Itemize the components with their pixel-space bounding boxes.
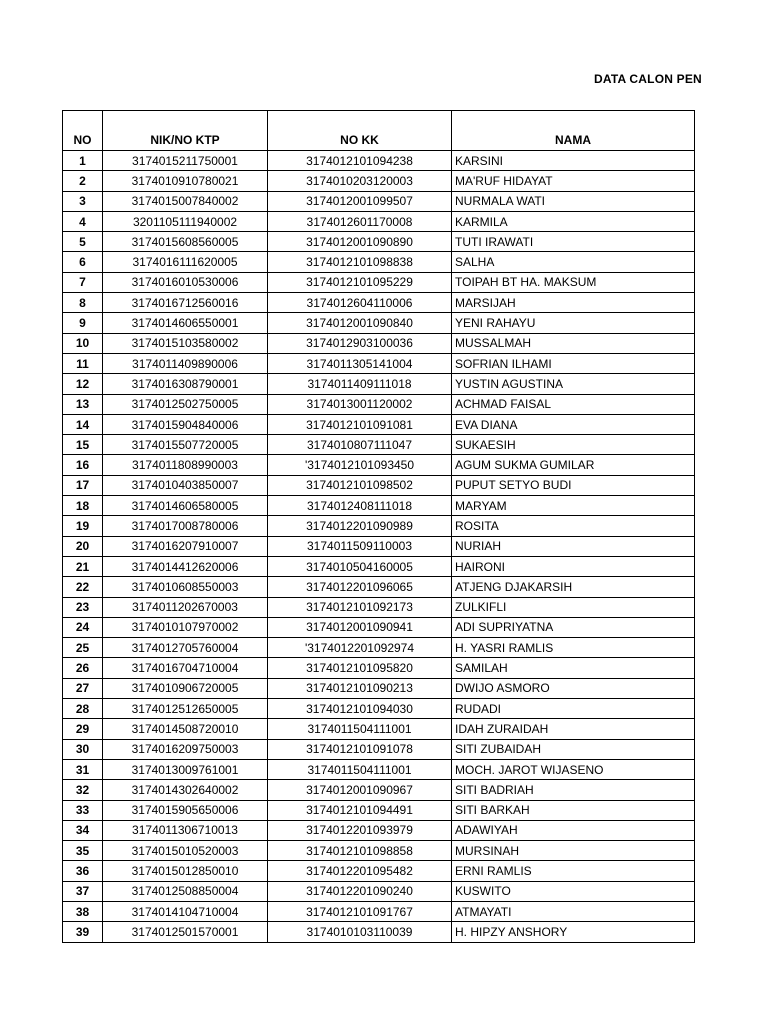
data-table xyxy=(62,110,695,943)
header-nama: NAMA xyxy=(452,111,695,151)
cell-nama: NURIAH xyxy=(452,536,695,556)
cell-no: 4 xyxy=(63,211,103,231)
table-row xyxy=(63,780,695,800)
cell-nik: 3174012705760004 xyxy=(103,638,268,658)
cell-kk: 3174012001090967 xyxy=(268,780,452,800)
cell-kk: 3174010504160005 xyxy=(268,556,452,576)
table-row xyxy=(63,922,695,942)
cell-nama: IDAH ZURAIDAH xyxy=(452,719,695,739)
table-row xyxy=(63,820,695,840)
document-title: DATA CALON PEN xyxy=(594,72,702,86)
table-row xyxy=(63,861,695,881)
cell-kk: 3174011509110003 xyxy=(268,536,452,556)
table-row xyxy=(63,597,695,617)
table-row xyxy=(63,455,695,475)
cell-nik: 3174015211750001 xyxy=(103,151,268,171)
cell-kk: 3174010807111047 xyxy=(268,435,452,455)
table-row xyxy=(63,617,695,637)
cell-no: 9 xyxy=(63,313,103,333)
cell-no: 2 xyxy=(63,171,103,191)
cell-no: 20 xyxy=(63,536,103,556)
cell-nama: ATJENG DJAKARSIH xyxy=(452,577,695,597)
cell-nama: ADAWIYAH xyxy=(452,820,695,840)
cell-no: 36 xyxy=(63,861,103,881)
cell-kk: 3174012201090240 xyxy=(268,881,452,901)
cell-no: 16 xyxy=(63,455,103,475)
table-row xyxy=(63,191,695,211)
cell-nik: 3174015010520003 xyxy=(103,841,268,861)
cell-nama: SITI BADRIAH xyxy=(452,780,695,800)
cell-no: 11 xyxy=(63,353,103,373)
cell-kk: 3174010203120003 xyxy=(268,171,452,191)
cell-kk: 3174012101090213 xyxy=(268,678,452,698)
cell-kk: 3174012101091081 xyxy=(268,414,452,434)
cell-no: 1 xyxy=(63,151,103,171)
cell-nik: 3174011409890006 xyxy=(103,353,268,373)
cell-no: 25 xyxy=(63,638,103,658)
cell-nama: YENI RAHAYU xyxy=(452,313,695,333)
table-row xyxy=(63,151,695,171)
cell-nik: 3174010608550003 xyxy=(103,577,268,597)
table-row xyxy=(63,394,695,414)
cell-nama: MARSIJAH xyxy=(452,293,695,313)
cell-nik: 3174016207910007 xyxy=(103,536,268,556)
header-row xyxy=(63,111,695,151)
cell-nama: ADI SUPRIYATNA xyxy=(452,617,695,637)
cell-nik: 3174014412620006 xyxy=(103,556,268,576)
cell-kk: 3174012101098838 xyxy=(268,252,452,272)
cell-kk: 3174012101092173 xyxy=(268,597,452,617)
cell-nik: 3174012512650005 xyxy=(103,699,268,719)
table-row xyxy=(63,272,695,292)
table-row xyxy=(63,881,695,901)
cell-no: 22 xyxy=(63,577,103,597)
table-row xyxy=(63,901,695,921)
cell-nik: 3174015904840006 xyxy=(103,414,268,434)
cell-nik: 3174015012850010 xyxy=(103,861,268,881)
cell-nik: 3174010906720005 xyxy=(103,678,268,698)
cell-nik: 3174011306710013 xyxy=(103,820,268,840)
table-row xyxy=(63,719,695,739)
table-row xyxy=(63,333,695,353)
cell-nama: MA'RUF HIDAYAT xyxy=(452,171,695,191)
table-row xyxy=(63,414,695,434)
cell-nama: SITI BARKAH xyxy=(452,800,695,820)
cell-nik: 3174014606580005 xyxy=(103,496,268,516)
cell-kk: 3174010103110039 xyxy=(268,922,452,942)
table-row xyxy=(63,171,695,191)
table-row xyxy=(63,232,695,252)
cell-nik: 3174014104710004 xyxy=(103,901,268,921)
cell-kk: 3174011504111001 xyxy=(268,719,452,739)
cell-kk: 3174011305141004 xyxy=(268,353,452,373)
cell-kk: 3174012201096065 xyxy=(268,577,452,597)
cell-nama: TUTI IRAWATI xyxy=(452,232,695,252)
cell-nik: 3174015608560005 xyxy=(103,232,268,252)
cell-nik: 3174010107970002 xyxy=(103,617,268,637)
cell-nik: 3174015007840002 xyxy=(103,191,268,211)
cell-nama: MURSINAH xyxy=(452,841,695,861)
table-row xyxy=(63,313,695,333)
cell-nik: 3174016712560016 xyxy=(103,293,268,313)
cell-kk: 3174012604110006 xyxy=(268,293,452,313)
cell-nama: ZULKIFLI xyxy=(452,597,695,617)
cell-no: 5 xyxy=(63,232,103,252)
cell-kk: 3174012001090890 xyxy=(268,232,452,252)
cell-no: 35 xyxy=(63,841,103,861)
cell-nama: NURMALA WATI xyxy=(452,191,695,211)
cell-kk: 3174011409111018 xyxy=(268,374,452,394)
table-row xyxy=(63,800,695,820)
cell-nik: 3174012502750005 xyxy=(103,394,268,414)
table-row xyxy=(63,435,695,455)
cell-nik: 3174016308790001 xyxy=(103,374,268,394)
cell-nik: 3174014606550001 xyxy=(103,313,268,333)
table-row xyxy=(63,841,695,861)
cell-kk: 3174012001090840 xyxy=(268,313,452,333)
cell-nik: 3174017008780006 xyxy=(103,516,268,536)
cell-kk: '3174012201092974 xyxy=(268,638,452,658)
cell-nama: ERNI RAMLIS xyxy=(452,861,695,881)
cell-kk: 3174012101094030 xyxy=(268,699,452,719)
table-row xyxy=(63,475,695,495)
cell-nama: H. HIPZY ANSHORY xyxy=(452,922,695,942)
cell-no: 17 xyxy=(63,475,103,495)
cell-no: 13 xyxy=(63,394,103,414)
cell-nama: SOFRIAN ILHAMI xyxy=(452,353,695,373)
table-row xyxy=(63,536,695,556)
cell-nama: SAMILAH xyxy=(452,658,695,678)
table-row xyxy=(63,293,695,313)
cell-nama: MUSSALMAH xyxy=(452,333,695,353)
table-row xyxy=(63,638,695,658)
table-row xyxy=(63,252,695,272)
cell-nik: 3174013009761001 xyxy=(103,759,268,779)
table-row xyxy=(63,739,695,759)
cell-kk: 3174012408111018 xyxy=(268,496,452,516)
cell-no: 39 xyxy=(63,922,103,942)
cell-nik: 3201105111940002 xyxy=(103,211,268,231)
cell-nik: 3174016704710004 xyxy=(103,658,268,678)
cell-no: 28 xyxy=(63,699,103,719)
cell-kk: 3174012903100036 xyxy=(268,333,452,353)
cell-no: 26 xyxy=(63,658,103,678)
table-row xyxy=(63,577,695,597)
cell-nik: 3174015905650006 xyxy=(103,800,268,820)
cell-no: 10 xyxy=(63,333,103,353)
cell-nik: 3174016209750003 xyxy=(103,739,268,759)
cell-nama: DWIJO ASMORO xyxy=(452,678,695,698)
cell-kk: 3174012601170008 xyxy=(268,211,452,231)
header-no-kk: NO KK xyxy=(268,111,452,151)
cell-no: 21 xyxy=(63,556,103,576)
table-body xyxy=(63,151,695,943)
cell-kk: 3174013001120002 xyxy=(268,394,452,414)
cell-no: 31 xyxy=(63,759,103,779)
cell-no: 19 xyxy=(63,516,103,536)
cell-nik: 3174015507720005 xyxy=(103,435,268,455)
cell-kk: 3174012201093979 xyxy=(268,820,452,840)
cell-nik: 3174014508720010 xyxy=(103,719,268,739)
cell-nama: SITI ZUBAIDAH xyxy=(452,739,695,759)
cell-no: 7 xyxy=(63,272,103,292)
cell-kk: 3174012101095820 xyxy=(268,658,452,678)
cell-no: 33 xyxy=(63,800,103,820)
table-row xyxy=(63,353,695,373)
table-row xyxy=(63,211,695,231)
cell-no: 34 xyxy=(63,820,103,840)
cell-nama: EVA DIANA xyxy=(452,414,695,434)
cell-nik: 3174015103580002 xyxy=(103,333,268,353)
cell-kk: 3174012201095482 xyxy=(268,861,452,881)
cell-nama: RUDADI xyxy=(452,699,695,719)
cell-no: 12 xyxy=(63,374,103,394)
cell-no: 32 xyxy=(63,780,103,800)
cell-nama: SUKAESIH xyxy=(452,435,695,455)
header-nik: NIK/NO KTP xyxy=(103,111,268,151)
cell-nik: 3174010403850007 xyxy=(103,475,268,495)
cell-no: 6 xyxy=(63,252,103,272)
table-row xyxy=(63,658,695,678)
cell-nik: 3174014302640002 xyxy=(103,780,268,800)
cell-no: 30 xyxy=(63,739,103,759)
cell-nama: AGUM SUKMA GUMILAR xyxy=(452,455,695,475)
cell-nama: MARYAM xyxy=(452,496,695,516)
table-row xyxy=(63,496,695,516)
cell-kk: '3174012101093450 xyxy=(268,455,452,475)
cell-kk: 3174012001099507 xyxy=(268,191,452,211)
cell-nama: ROSITA xyxy=(452,516,695,536)
cell-kk: 3174012101091078 xyxy=(268,739,452,759)
cell-kk: 3174012101094491 xyxy=(268,800,452,820)
cell-nama: TOIPAH BT HA. MAKSUM xyxy=(452,272,695,292)
cell-no: 8 xyxy=(63,293,103,313)
cell-kk: 3174012001090941 xyxy=(268,617,452,637)
cell-nama: ACHMAD FAISAL xyxy=(452,394,695,414)
header-no: NO xyxy=(63,111,103,151)
cell-nama: ATMAYATI xyxy=(452,901,695,921)
cell-no: 29 xyxy=(63,719,103,739)
table-row xyxy=(63,556,695,576)
cell-nama: YUSTIN AGUSTINA xyxy=(452,374,695,394)
cell-nama: MOCH. JAROT WIJASENO xyxy=(452,759,695,779)
table-row xyxy=(63,374,695,394)
cell-kk: 3174012201090989 xyxy=(268,516,452,536)
cell-nik: 3174011808990003 xyxy=(103,455,268,475)
cell-kk: 3174012101098858 xyxy=(268,841,452,861)
cell-no: 27 xyxy=(63,678,103,698)
cell-kk: 3174012101095229 xyxy=(268,272,452,292)
cell-nama: HAIRONI xyxy=(452,556,695,576)
cell-nama: SALHA xyxy=(452,252,695,272)
cell-nama: KARSINI xyxy=(452,151,695,171)
cell-kk: 3174012101098502 xyxy=(268,475,452,495)
cell-nik: 3174012508850004 xyxy=(103,881,268,901)
cell-kk: 3174011504111001 xyxy=(268,759,452,779)
table-row xyxy=(63,759,695,779)
table-row xyxy=(63,678,695,698)
cell-no: 18 xyxy=(63,496,103,516)
cell-kk: 3174012101094238 xyxy=(268,151,452,171)
cell-no: 37 xyxy=(63,881,103,901)
cell-no: 15 xyxy=(63,435,103,455)
cell-nama: PUPUT SETYO BUDI xyxy=(452,475,695,495)
cell-kk: 3174012101091767 xyxy=(268,901,452,921)
cell-nik: 3174010910780021 xyxy=(103,171,268,191)
cell-no: 23 xyxy=(63,597,103,617)
cell-no: 38 xyxy=(63,901,103,921)
cell-no: 14 xyxy=(63,414,103,434)
cell-nama: KUSWITO xyxy=(452,881,695,901)
cell-no: 24 xyxy=(63,617,103,637)
cell-nama: H. YASRI RAMLIS xyxy=(452,638,695,658)
cell-nik: 3174016010530006 xyxy=(103,272,268,292)
cell-nik: 3174012501570001 xyxy=(103,922,268,942)
cell-nama: KARMILA xyxy=(452,211,695,231)
table-row xyxy=(63,699,695,719)
cell-nik: 3174011202670003 xyxy=(103,597,268,617)
cell-nik: 3174016111620005 xyxy=(103,252,268,272)
table-row xyxy=(63,516,695,536)
cell-no: 3 xyxy=(63,191,103,211)
